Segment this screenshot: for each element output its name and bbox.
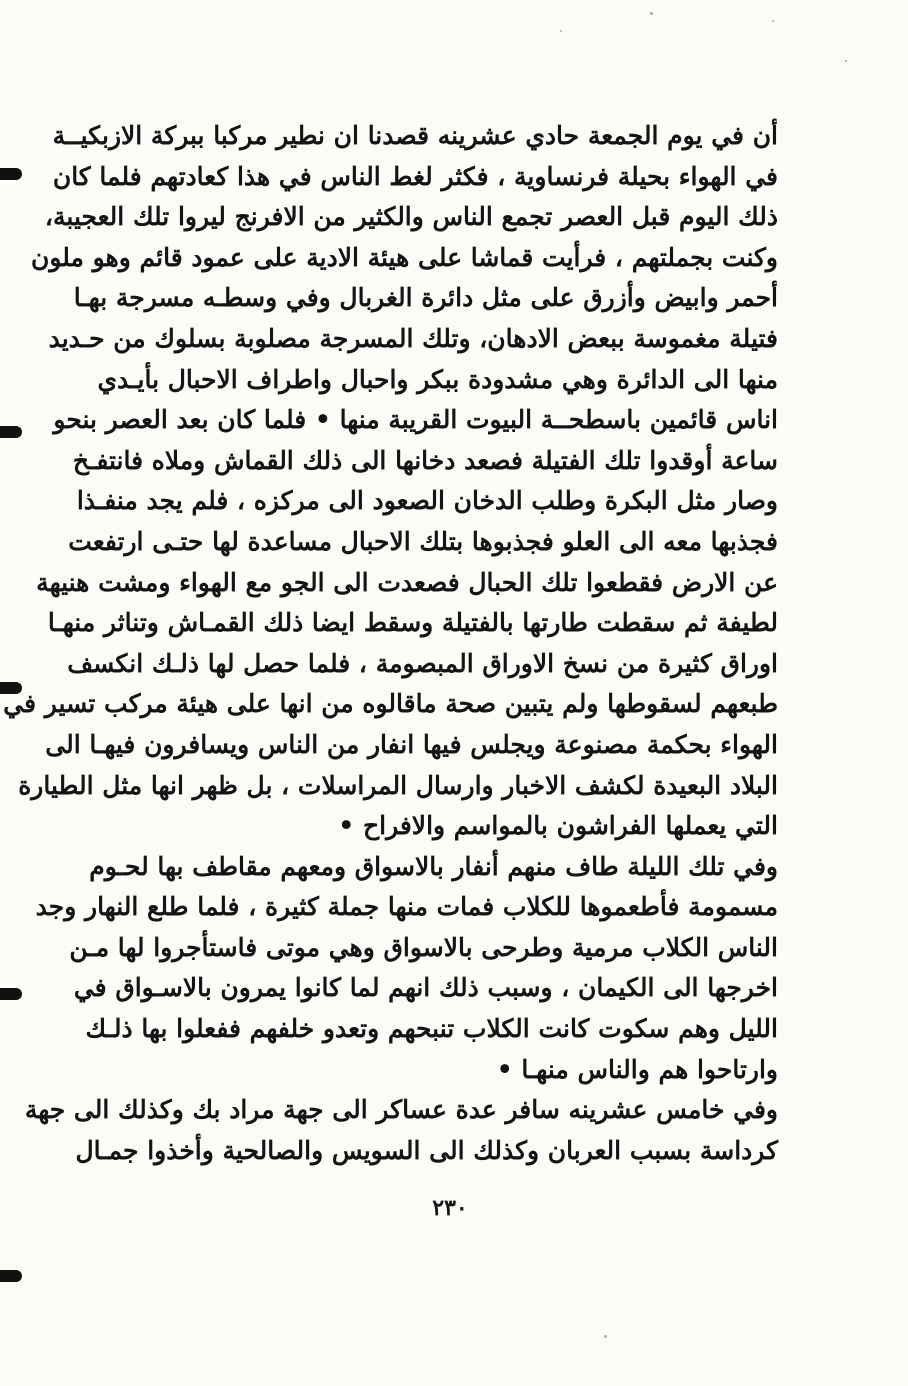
- paper-speck: [604, 1335, 607, 1338]
- text-line: ذلك اليوم قبل العصر تجمع الناس والكثير من الافرنج ليروا تلك العجيبة،: [44, 202, 778, 232]
- text-line: اوراق كثيرة من نسخ الاوراق المبصومة ، فلما حصل لها ذلـك انكسف: [67, 648, 778, 678]
- text-line: الهواء بحكمة مصنوعة ويجلس فيها انفار من الناس ويسافرون فيهـا الى: [45, 729, 778, 759]
- text-line: مسمومة فأطعموها للكلاب فمات منها جملة كثيرة ، فلما طلع النهار وجد: [35, 892, 778, 922]
- text-line: ساعة أوقدوا تلك الفتيلة فصعد دخانها الى ذلك القماش وملاه فانتفـخ: [72, 445, 778, 475]
- text-line: اخرجها الى الكيمان ، وسبب ذلك انهم لما كانوا يمرون بالاسـواق في: [73, 973, 778, 1003]
- text-line: وفي تلك الليلة طاف منهم أنفار بالاسواق ومعهم مقاطف بها لحـوم: [89, 851, 778, 881]
- text-line: عن الارض فقطعوا تلك الحبال فصعدت الى الجو مع الهواء ومشت هنيهة: [36, 567, 778, 597]
- text-line: فتيلة مغموسة ببعض الادهان، وتلك المسرجة مصلوبة بسلوك من حـديد: [48, 323, 778, 353]
- text-line: اناس قائمين باسطحــة البيوت القريبة منها • فلما كان بعد العصر بنحو: [53, 405, 778, 435]
- binding-mark: [0, 1270, 22, 1282]
- body-text: [3, 116, 778, 1171]
- text-line: الليل وهم سكوت كانت الكلاب تنبحهم وتعدو خلفهم ففعلوا بها ذلـك: [85, 1014, 778, 1044]
- text-line: وفي خامس عشرينه سافر عدة عساكر الى جهة مراد بك وكذلك الى جهة: [24, 1095, 778, 1125]
- paper-speck: [560, 30, 562, 32]
- paper-speck: [772, 20, 774, 22]
- text-line: التي يعملها الفراشون بالمواسم والافراح •: [338, 811, 778, 841]
- page-number: ٢٣٠: [432, 1195, 468, 1221]
- text-line: الناس الكلاب مرمية وطرحى بالاسواق وهي موتى فاستأجروا لها مـن: [69, 932, 778, 962]
- text-line: البلاد البعيدة لكشف الاخبار وارسال المراسلات ، بل ظهر انها مثل الطيارة: [18, 770, 778, 800]
- text-line: فجذبها معه الى العلو فجذبوها بتلك الاحبال مساعدة لها حتـى ارتفعت: [68, 526, 778, 556]
- text-line: كرداسة بسبب العربان وكذلك الى السويس والصالحية وأخذوا جمـال: [75, 1135, 778, 1165]
- text-line: وكنت بجملتهم ، فرأيت قماشا على هيئة الادية على عمود قائم وهو ملون: [30, 242, 778, 272]
- text-line: طبعهم لسقوطها ولم يتبين صحة ماقالوه من انها على هيئة مركب تسير في: [3, 689, 778, 719]
- text-line: وصار مثل البكرة وطلب الدخان الصعود الى مركزه ، فلم يجد منفـذا: [76, 486, 778, 516]
- paper-speck: [845, 60, 847, 62]
- text-line: وارتاحوا هم والناس منهـا •: [496, 1054, 778, 1084]
- text-line: لطيفة ثم سقطت طارتها بالفتيلة وسقط ايضا ذلك القمـاش وتناثر منهـا: [47, 608, 778, 638]
- text-line: أن في يوم الجمعة حادي عشرينه قصدنا ان نطير مركبا ببركة الازبكيــة: [52, 121, 778, 150]
- binding-mark: [0, 426, 22, 438]
- binding-mark: [0, 988, 22, 1000]
- binding-mark: [0, 168, 22, 180]
- text-line: منها الى الدائرة وهي مشدودة ببكر واحبال واطراف الاحبال بأيـدي: [97, 364, 778, 394]
- paper-speck: [650, 12, 653, 15]
- text-line: في الهواء بحيلة فرنساوية ، فكثر لغط الناس في هذا كعادتهم فلما كان: [52, 161, 778, 191]
- text-line: أحمر وابيض وأزرق على مثل دائرة الغربال وفي وسطـه مسرجة بهـا: [73, 283, 778, 313]
